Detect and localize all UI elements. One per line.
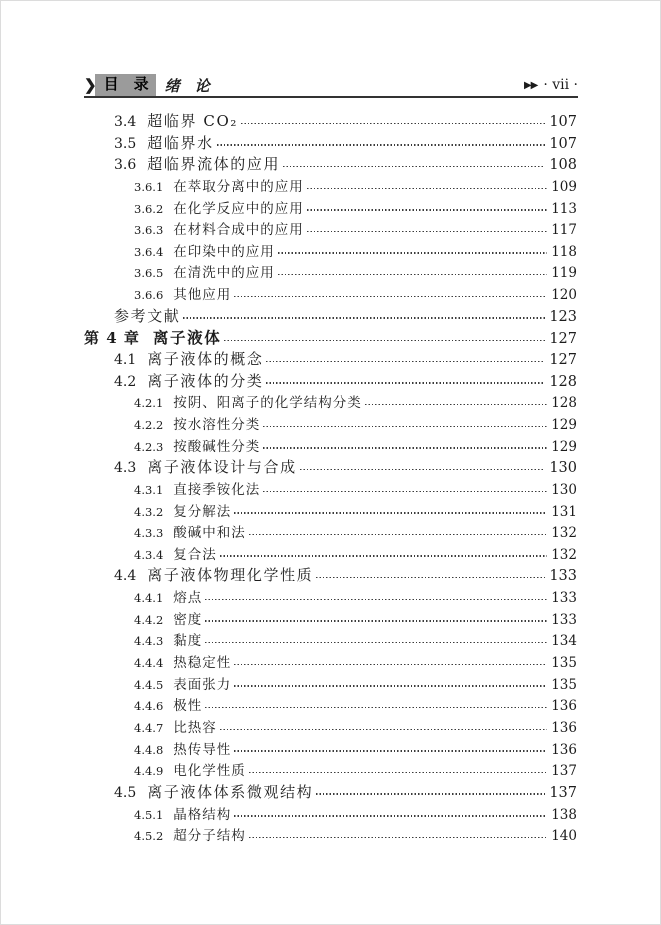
toc-entry-number: 4.4.7 xyxy=(134,720,164,735)
toc-entry xyxy=(1,759,660,781)
dot-leader-icon xyxy=(249,837,547,838)
header-rule xyxy=(84,96,578,98)
toc-entry-page: 120 xyxy=(551,287,577,304)
toc-entry-title: 表面张力 xyxy=(173,676,232,693)
dot-leader-icon xyxy=(234,512,547,513)
toc-entry-number: 4.4.2 xyxy=(134,612,164,627)
toc-entry-page: 140 xyxy=(551,828,577,845)
dot-leader-icon xyxy=(316,793,545,794)
dot-leader-icon xyxy=(183,317,545,318)
toc-entry-title: 超分子结构 xyxy=(173,828,246,845)
dot-leader-icon xyxy=(234,815,547,816)
toc-entry-title: 在印染中的应用 xyxy=(173,243,275,260)
toc-entry xyxy=(1,456,660,478)
toc-entry-title: 酸碱中和法 xyxy=(173,525,246,542)
toc-entry-page: 133 xyxy=(551,590,577,607)
dot-leader-icon xyxy=(224,340,545,341)
toc-entry-number: 4.2.1 xyxy=(134,396,164,411)
toc-entry xyxy=(1,435,660,457)
toc-entry xyxy=(1,391,660,413)
dot-leader-icon xyxy=(234,664,547,665)
toc-entry-number: 4.3.1 xyxy=(134,482,164,497)
toc-entry-title: 晶格结构 xyxy=(173,806,232,823)
toc-entry-number: 4.4.6 xyxy=(134,699,164,714)
toc-entry-number: 4.3 xyxy=(114,460,137,477)
dot-leader-icon xyxy=(205,620,547,621)
toc-entry-title: 热稳定性 xyxy=(173,655,232,672)
toc-entry-number: 4.5 xyxy=(114,784,137,801)
toc-entry-number: 4.4.8 xyxy=(134,742,164,757)
dot-leader-icon xyxy=(205,642,547,643)
toc-entry-title: 密度 xyxy=(173,611,203,628)
toc-entry-title: 按阴、阳离子的化学结构分类 xyxy=(173,395,362,412)
dot-leader-icon xyxy=(205,707,547,708)
toc-entry-title: 离子液体的分类 xyxy=(147,371,264,390)
toc-entry-page: 127 xyxy=(549,352,577,369)
toc-entry-number: 4.3.2 xyxy=(134,504,164,519)
toc-entry-page: 133 xyxy=(549,568,577,585)
toc-entry-page: 129 xyxy=(551,438,577,455)
toc-entry-title: 在萃取分离中的应用 xyxy=(173,178,304,195)
toc-entry xyxy=(1,673,660,695)
dot-leader-icon xyxy=(249,534,547,535)
toc-entry-number: 3.6.2 xyxy=(134,201,164,216)
toc-entry xyxy=(1,694,660,716)
toc-entry-title: 其他应用 xyxy=(173,287,232,304)
toc-entry xyxy=(1,608,660,630)
toc-entry-page: 130 xyxy=(549,460,577,477)
dot-leader-icon xyxy=(263,491,547,492)
dot-leader-icon xyxy=(220,555,547,556)
dot-leader-icon xyxy=(241,123,545,124)
toc-entry xyxy=(1,543,660,565)
dot-leader-icon xyxy=(234,685,547,686)
toc-entry-page: 132 xyxy=(551,525,577,542)
toc-entry-title: 在材料合成中的应用 xyxy=(173,222,304,239)
toc-entry xyxy=(1,370,660,392)
toc-entry-page: 131 xyxy=(551,503,577,520)
toc-entry-page: 138 xyxy=(551,806,577,823)
toc-entry xyxy=(1,261,660,283)
toc-entry xyxy=(1,803,660,825)
toc-entry xyxy=(1,197,660,219)
toc-entry-number: 4.5.2 xyxy=(134,829,164,844)
header-folio-group xyxy=(524,77,578,93)
toc-entry xyxy=(1,326,660,348)
toc-entry xyxy=(1,629,660,651)
toc-entry-page: 128 xyxy=(549,373,577,390)
toc-entry xyxy=(1,283,660,305)
toc-entry-page: 136 xyxy=(551,741,577,758)
toc-entry xyxy=(1,153,660,175)
toc-entry-number: 4.4.4 xyxy=(134,656,164,671)
dot-leader-icon xyxy=(263,447,547,448)
toc-entry-title: 离子液体体系微观结构 xyxy=(147,782,314,801)
toc-entry-number: 3.6.5 xyxy=(134,266,164,281)
toc-entry xyxy=(1,500,660,522)
toc-entry-page: 128 xyxy=(551,395,577,412)
dot-leader-icon xyxy=(300,469,546,470)
toc-entry-title: 离子液体的概念 xyxy=(147,350,264,369)
toc-entry xyxy=(1,110,660,132)
table-of-contents xyxy=(1,110,660,846)
toc-entry-number: 4.2.2 xyxy=(134,417,164,432)
toc-entry-page: 113 xyxy=(551,200,577,217)
toc-entry-page: 123 xyxy=(549,308,577,325)
toc-entry-title: 超临界水 xyxy=(147,133,214,152)
dot-leader-icon xyxy=(278,274,547,275)
toc-entry-number: 4.2 xyxy=(114,373,137,390)
toc-entry-number: 4.2.3 xyxy=(134,439,164,454)
toc-entry-page: 135 xyxy=(551,655,577,672)
toc-entry-page: 132 xyxy=(551,546,577,563)
toc-entry-page: 117 xyxy=(551,222,577,239)
toc-entry-number: 4.3.3 xyxy=(134,526,164,541)
toc-entry-number: 3.6 xyxy=(114,157,137,174)
toc-entry xyxy=(1,478,660,500)
toc-entry-page: 127 xyxy=(549,331,577,348)
toc-entry-title: 参考文献 xyxy=(114,306,181,325)
toc-entry-title: 离子液体设计与合成 xyxy=(147,458,297,477)
section-label: 绪 论 xyxy=(164,76,210,95)
dot-leader-icon xyxy=(278,252,547,253)
toc-entry-title: 黏度 xyxy=(173,633,203,650)
dot-leader-icon xyxy=(283,166,545,167)
toc-entry-title: 离子液体 xyxy=(152,328,222,348)
toc-entry-title: 极性 xyxy=(173,698,203,715)
folio-page-number: · vii · xyxy=(543,77,578,93)
toc-entry xyxy=(1,586,660,608)
toc-entry-title: 热传导性 xyxy=(173,741,232,758)
toc-entry-number: 4.1 xyxy=(114,352,137,369)
toc-entry-number: 3.6.3 xyxy=(134,223,164,238)
toc-entry xyxy=(1,348,660,370)
toc-entry-title: 超临界流体的应用 xyxy=(147,155,281,174)
toc-entry xyxy=(1,738,660,760)
toc-entry xyxy=(1,716,660,738)
toc-entry-number: 3.4 xyxy=(114,114,137,130)
toc-entry-number: 4.5.1 xyxy=(134,807,164,822)
toc-entry xyxy=(1,781,660,803)
dot-leader-icon xyxy=(234,296,547,297)
toc-entry-title: 超临界 CO₂ xyxy=(147,112,239,130)
toc-entry-number: 3.6.4 xyxy=(134,244,164,259)
toc-entry xyxy=(1,564,660,586)
toc-entry-title: 按酸碱性分类 xyxy=(173,438,261,455)
dot-leader-icon xyxy=(365,404,547,405)
chevron-icon: ❯ xyxy=(84,76,97,94)
toc-entry-number: 4.4.1 xyxy=(134,591,164,606)
toc-entry xyxy=(1,132,660,154)
toc-entry-title: 在清洗中的应用 xyxy=(173,265,275,282)
dot-leader-icon xyxy=(263,426,547,427)
toc-entry-page: 137 xyxy=(549,784,577,801)
dot-leader-icon xyxy=(316,577,545,578)
toc-entry-page: 136 xyxy=(551,719,577,736)
toc-entry-title: 熔点 xyxy=(173,590,203,607)
dot-leader-icon xyxy=(234,750,547,751)
toc-entry-page: 135 xyxy=(551,676,577,693)
toc-entry-title: 电化学性质 xyxy=(173,763,246,780)
toc-entry-page: 130 xyxy=(551,481,577,498)
toc-entry xyxy=(1,521,660,543)
dot-leader-icon xyxy=(249,772,547,773)
toc-entry-page: 109 xyxy=(551,178,577,195)
toc-entry-number: 4.4 xyxy=(114,568,137,585)
toc-entry-title: 直接季铵化法 xyxy=(173,481,261,498)
dot-leader-icon xyxy=(205,599,547,600)
toc-entry-number: 3.6.1 xyxy=(134,179,164,194)
toc-entry xyxy=(1,218,660,240)
toc-entry-number: 4.4.9 xyxy=(134,764,164,779)
toc-entry xyxy=(1,305,660,327)
toc-entry-page: 107 xyxy=(549,135,577,152)
toc-entry-title: 离子液体物理化学性质 xyxy=(147,566,314,585)
toc-entry-page: 107 xyxy=(549,114,577,130)
toc-entry-number: 4.4.5 xyxy=(134,677,164,692)
dot-leader-icon xyxy=(307,209,547,210)
toc-entry-page: 137 xyxy=(551,763,577,780)
forward-arrows-icon: ▶▶ xyxy=(523,79,538,91)
dot-leader-icon xyxy=(266,361,545,362)
toc-entry-title: 比热容 xyxy=(173,719,217,736)
toc-entry xyxy=(1,651,660,673)
toc-entry-number: 第 4 章 xyxy=(84,329,140,348)
dot-leader-icon xyxy=(307,231,547,232)
toc-entry-title: 按水溶性分类 xyxy=(173,416,261,433)
dot-leader-icon xyxy=(217,144,546,145)
toc-entry-page: 136 xyxy=(551,698,577,715)
page-header xyxy=(84,74,578,96)
dot-leader-icon xyxy=(266,382,545,383)
toc-entry-title: 复分解法 xyxy=(173,503,232,520)
toc-entry-page: 108 xyxy=(549,157,577,174)
dot-leader-icon xyxy=(220,729,547,730)
toc-entry-page: 134 xyxy=(551,633,577,650)
toc-entry-page: 129 xyxy=(551,416,577,433)
toc-entry-number: 3.5 xyxy=(114,135,137,152)
dot-leader-icon xyxy=(307,188,547,189)
toc-entry-page: 118 xyxy=(551,243,577,260)
toc-entry-number: 3.6.6 xyxy=(134,288,164,303)
toc-entry xyxy=(1,175,660,197)
toc-entry-title: 在化学反应中的应用 xyxy=(173,200,304,217)
toc-entry-number: 4.3.4 xyxy=(134,547,164,562)
toc-entry-title: 复合法 xyxy=(173,546,217,563)
toc-entry xyxy=(1,824,660,846)
toc-entry xyxy=(1,413,660,435)
toc-entry-page: 133 xyxy=(551,611,577,628)
toc-tab-label: 目 录 xyxy=(95,74,156,96)
toc-entry xyxy=(1,240,660,262)
toc-entry-number: 4.4.3 xyxy=(134,634,164,649)
toc-entry-page: 119 xyxy=(551,265,577,282)
